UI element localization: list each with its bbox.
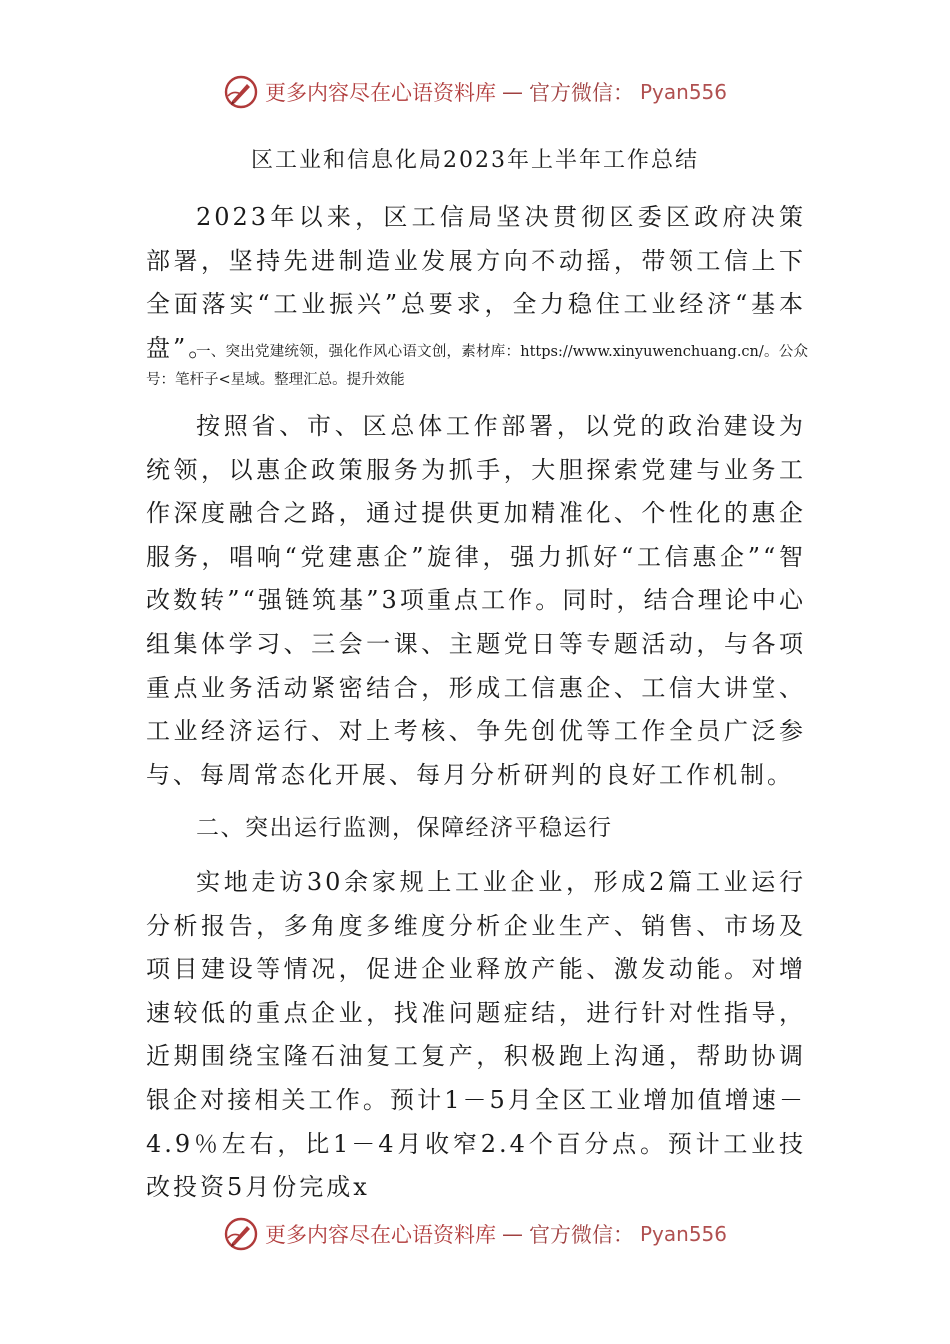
section2-heading: 二、突出运行监测，保障经济平稳运行	[196, 815, 613, 841]
watermark-header-contact-label: 官方微信：	[528, 81, 634, 105]
watermark-footer-contact-label: 官方微信：	[528, 1223, 634, 1247]
watermark-header-dash: —	[501, 80, 523, 104]
section2-body-paragraph: 实地走访30余家规上工业企业，形成2篇工业运行分析报告，多角度多维度分析企业生产、销售、市场及项目建设等情况，促进企业释放产能、激发动能。对增速较低的重点企业，找准问题症结，进行针对性指导，近期围绕宝隆石油复工复产，积极跑上沟通，帮助协调银企对接相关工作。预计1－5月全区工业增加值增速－4.9％左右，比1－4月收窄2.4个百分点。预计工业技改投资5月份完成x	[146, 868, 806, 1202]
watermark-footer-contact-id: Pyan556	[639, 1222, 727, 1246]
section1-heading-note: 一、突出党建统领，强化作风心语文创，素材库：https://www.xinyuwenchuang.cn/。公众号：笔杆子<星域。整理汇总。提升效能	[146, 344, 808, 388]
watermark-header-contact-id: Pyan556	[639, 80, 727, 104]
watermark-footer-content	[223, 1216, 727, 1252]
pen-logo-icon	[223, 74, 259, 110]
watermark-header-content	[223, 74, 727, 110]
intro-paragraph: 2023年以来，区工信局坚决贯彻区委区政府决策部署，坚持先进制造业发展方向不动摇，带领工信上下全面落实“工业振兴”总要求，全力稳住工业经济“基本盘”。	[146, 203, 806, 362]
pen-logo-icon	[223, 1216, 259, 1252]
watermark-header-text: 更多内容尽在心语资料库	[264, 81, 496, 105]
section1-body-paragraph: 按照省、市、区总体工作部署，以党的政治建设为统领，以惠企政策服务为抓手，大胆探索党建与业务工作深度融合之路，通过提供更加精准化、个性化的惠企服务，唱响“党建惠企”旋律，强力抓好“工信惠企”“智改数转”“强链筑基”3项重点工作。同时，结合理论中心组集体学习、三会一课、主题党日等专题活动，与各项重点业务活动紧密结合，形成工信惠企、工信大讲堂、工业经济运行、对上考核、争先创优等工作全员广泛参与、每周常态化开展、每月分析研判的良好工作机制。	[146, 412, 806, 789]
watermark-header	[0, 70, 950, 114]
watermark-footer	[0, 1212, 950, 1256]
watermark-footer-text: 更多内容尽在心语资料库	[264, 1223, 496, 1247]
document-title: 区工业和信息化局2023年上半年工作总结	[251, 148, 699, 173]
watermark-footer-dash: —	[501, 1222, 523, 1246]
